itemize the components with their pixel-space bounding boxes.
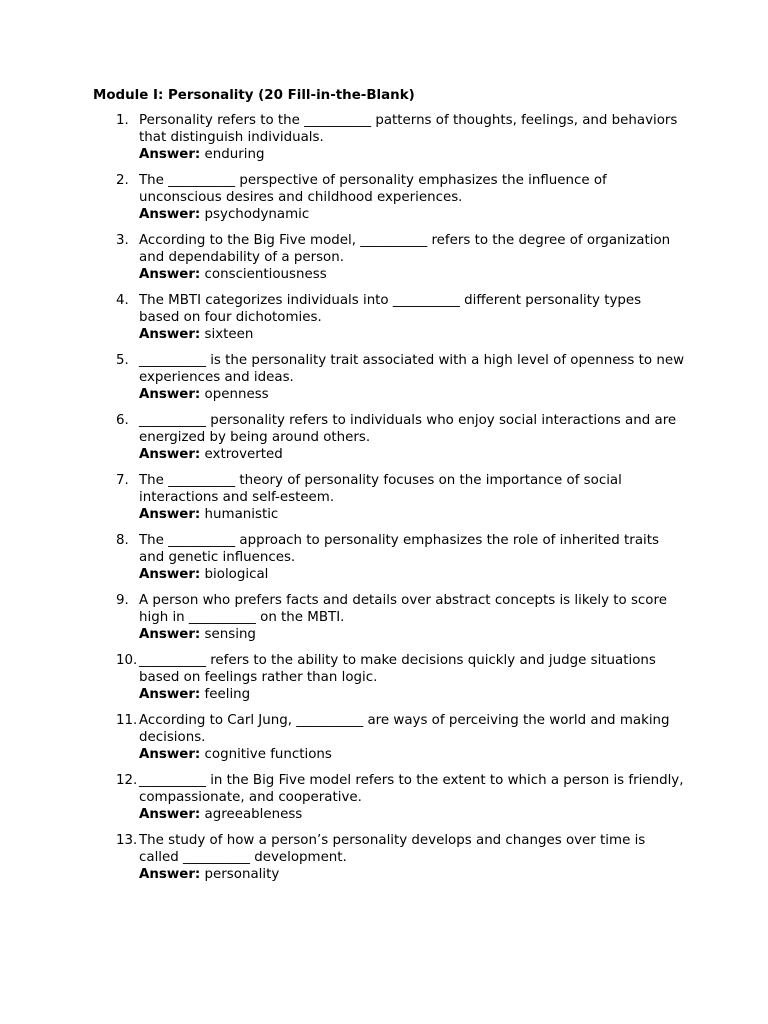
question-item (0, 352, 768, 403)
question-item (0, 652, 768, 703)
question-text: __________ personality refers to individuals who enjoy social interactions and are energized by being around others. (139, 413, 677, 445)
answer-value: feeling (204, 687, 251, 702)
question-body (139, 832, 684, 883)
answer-line (139, 806, 684, 823)
question-body (139, 292, 684, 343)
answer-value: sixteen (204, 327, 254, 342)
question-number: 3. (116, 233, 129, 248)
question-text: According to the Big Five model, __________ refers to the degree of organization and dependability of a person. (139, 233, 671, 265)
answer-label: Answer: (139, 867, 201, 882)
answer-value: openness (204, 387, 269, 402)
answer-value: extroverted (204, 447, 283, 462)
question-item (0, 172, 768, 223)
answer-label: Answer: (139, 207, 201, 222)
answer-label: Answer: (139, 447, 201, 462)
answer-line (139, 326, 684, 343)
question-text: __________ refers to the ability to make decisions quickly and judge situations based on feelings rather than logic. (139, 653, 656, 685)
question-text: The __________ approach to personality emphasizes the role of inherited traits and genetic influences. (139, 533, 659, 565)
question-number: 9. (116, 593, 129, 608)
question-item (0, 472, 768, 523)
question-number: 13. (116, 833, 138, 848)
question-body (139, 652, 684, 703)
question-body (139, 172, 684, 223)
answer-value: psychodynamic (204, 207, 310, 222)
answer-line (139, 866, 684, 883)
answer-label: Answer: (139, 807, 201, 822)
answer-value: agreeableness (204, 807, 303, 822)
answer-line (139, 506, 684, 523)
question-number: 6. (116, 413, 129, 428)
answer-line (139, 686, 684, 703)
answer-value: enduring (204, 147, 265, 162)
question-number: 8. (116, 533, 129, 548)
question-number: 7. (116, 473, 129, 488)
question-text: The MBTI categorizes individuals into __________ different personality types based on four dichotomies. (139, 293, 642, 325)
answer-line (139, 206, 684, 223)
question-body (139, 112, 684, 163)
answer-value: conscientiousness (204, 267, 327, 282)
question-body (139, 772, 684, 823)
answer-label: Answer: (139, 687, 201, 702)
answer-label: Answer: (139, 507, 201, 522)
question-number: 4. (116, 293, 129, 308)
question-item (0, 412, 768, 463)
question-body (139, 352, 684, 403)
answer-value: personality (204, 867, 280, 882)
question-number: 2. (116, 173, 129, 188)
answer-line (139, 386, 684, 403)
question-text: __________ is the personality trait associated with a high level of openness to new experiences and ideas. (139, 353, 685, 385)
question-body (139, 532, 684, 583)
question-body (139, 592, 684, 643)
question-text: The study of how a person’s personality develops and changes over time is called __________ development. (139, 833, 646, 865)
question-number: 1. (116, 113, 129, 128)
answer-label: Answer: (139, 747, 201, 762)
answer-value: biological (204, 567, 269, 582)
question-text: __________ in the Big Five model refers to the extent to which a person is friendly, compassionate, and cooperative. (139, 773, 684, 805)
question-item (0, 832, 768, 883)
question-body (139, 232, 684, 283)
answer-line (139, 566, 684, 583)
question-number: 12. (116, 773, 138, 788)
answer-line (139, 746, 684, 763)
question-item (0, 232, 768, 283)
answer-line (139, 266, 684, 283)
answer-value: humanistic (204, 507, 279, 522)
question-text: The __________ theory of personality focuses on the importance of social interactions and self-esteem. (139, 473, 622, 505)
answer-line (139, 446, 684, 463)
answer-value: cognitive functions (204, 747, 332, 762)
question-body (139, 412, 684, 463)
answer-label: Answer: (139, 567, 201, 582)
question-text: A person who prefers facts and details over abstract concepts is likely to score high in __________ on the MBTI. (139, 593, 667, 625)
question-text: The __________ perspective of personality emphasizes the influence of unconscious desires and childhood experiences. (139, 173, 607, 205)
question-body (139, 712, 684, 763)
answer-value: sensing (204, 627, 256, 642)
question-item (0, 592, 768, 643)
question-text: According to Carl Jung, __________ are ways of perceiving the world and making decisions. (139, 713, 670, 745)
page-title: Module I: Personality (20 Fill-in-the-Blank) (93, 88, 415, 103)
question-item (0, 292, 768, 343)
question-item (0, 532, 768, 583)
question-number: 5. (116, 353, 129, 368)
question-body (139, 472, 684, 523)
answer-label: Answer: (139, 267, 201, 282)
question-item (0, 712, 768, 763)
question-number: 11. (116, 713, 138, 728)
answer-label: Answer: (139, 387, 201, 402)
answer-label: Answer: (139, 147, 201, 162)
answer-line (139, 626, 684, 643)
question-number: 10. (116, 653, 138, 668)
question-item (0, 112, 768, 163)
answer-label: Answer: (139, 627, 201, 642)
question-list (0, 112, 768, 892)
answer-line (139, 146, 684, 163)
answer-label: Answer: (139, 327, 201, 342)
question-text: Personality refers to the __________ patterns of thoughts, feelings, and behaviors that distinguish individuals. (139, 113, 678, 145)
question-item (0, 772, 768, 823)
